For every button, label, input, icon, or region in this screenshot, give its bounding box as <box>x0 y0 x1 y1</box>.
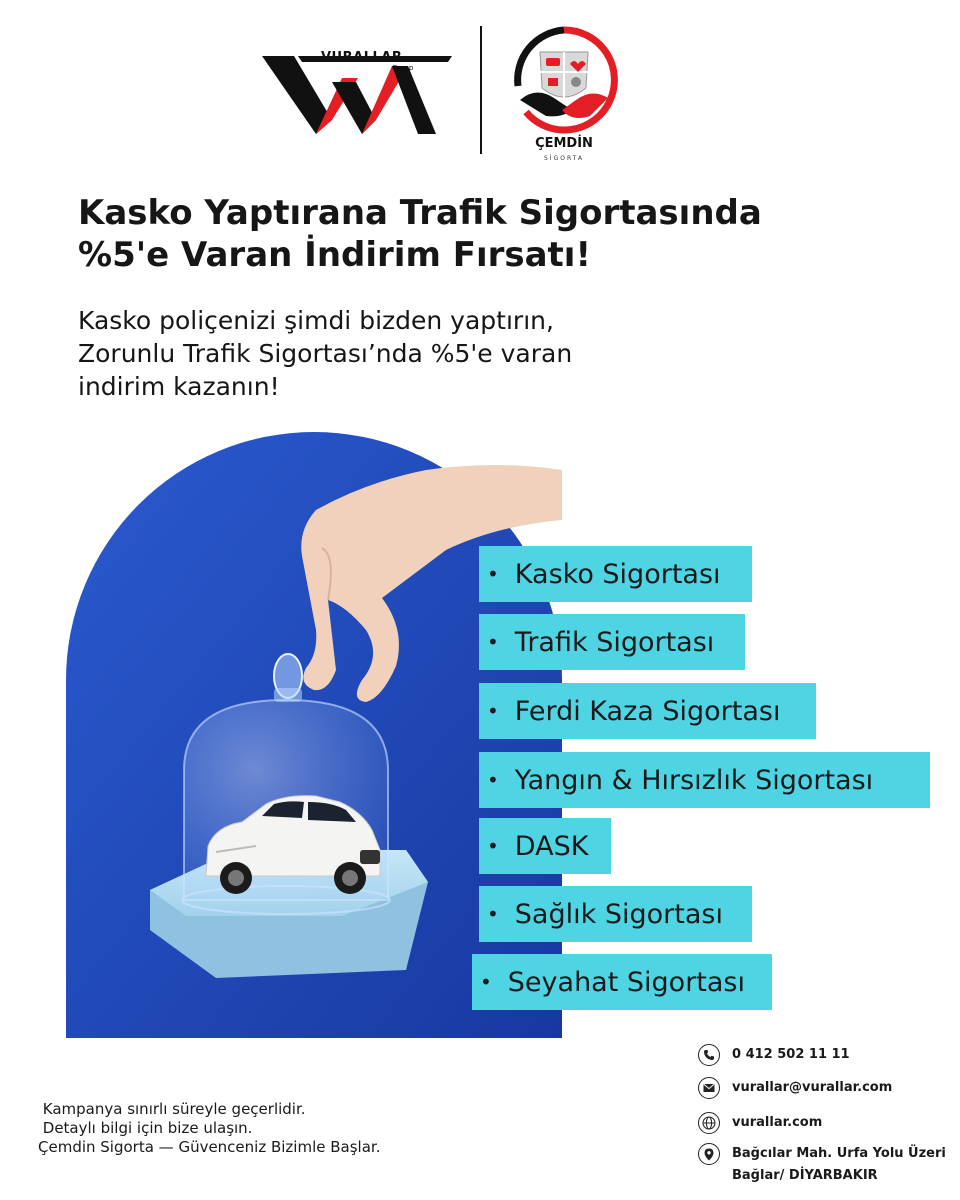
service-tag-seyahat <box>472 954 772 1010</box>
phone-icon <box>698 1044 720 1066</box>
logo-divider <box>480 26 482 154</box>
contact-email <box>698 1077 892 1099</box>
service-tag-trafik <box>479 614 745 670</box>
service-label: Sağlık Sigortası <box>514 898 723 930</box>
contact-website <box>698 1112 822 1134</box>
address-line-1: Bağcılar Mah. Urfa Yolu Üzeri <box>732 1146 946 1161</box>
email-icon <box>698 1077 720 1099</box>
service-tag-yangin-hirsizlik <box>479 752 930 808</box>
cemdin-brand-name: ÇEMDİN <box>535 136 593 151</box>
service-tag-saglik <box>479 886 752 942</box>
service-label: Yangın & Hırsızlık Sigortası <box>514 764 874 796</box>
bullet-icon: • <box>487 834 499 858</box>
bullet-icon: • <box>487 630 499 654</box>
cemdin-brand-subtitle: SİGORTA <box>544 155 584 162</box>
service-label: Kasko Sigortası <box>514 558 721 590</box>
bullet-icon: • <box>480 970 492 994</box>
phone-number[interactable]: 0 412 502 11 11 <box>732 1047 850 1062</box>
campaign-footnote <box>38 1100 458 1157</box>
email-address[interactable]: vurallar@vurallar.com <box>732 1080 893 1095</box>
service-label: DASK <box>514 830 589 862</box>
cemdin-logo <box>510 26 618 134</box>
service-tag-ferdi-kaza <box>479 683 816 739</box>
bullet-icon: • <box>487 562 499 586</box>
footnote-line: Çemdin Sigorta — Güvenceniz Bizimle Başlar. <box>38 1138 381 1156</box>
bullet-icon: • <box>487 902 499 926</box>
service-label: Seyahat Sigortası <box>507 966 745 998</box>
bullet-icon: • <box>487 699 499 723</box>
campaign-subtitle: Kasko poliçenizi şimdi bizden yaptırın, Zorunlu Trafik Sigortası’nda %5'e varan indirim kazanın! <box>78 306 573 401</box>
service-tag-kasko <box>479 546 752 602</box>
campaign-title: Kasko Yaptırana Trafik Sigortasında %5'e Varan İndirim Fırsatı! <box>78 193 762 275</box>
address-line-2: Bağlar/ DİYARBAKIR <box>732 1168 878 1183</box>
contact-phone <box>698 1044 850 1066</box>
vurallar-brand-name: VURALLAR <box>321 50 403 65</box>
service-tag-dask <box>479 818 611 874</box>
bullet-icon: • <box>487 768 499 792</box>
footnote-line: Detaylı bilgi için bize ulaşın. <box>38 1119 253 1137</box>
globe-icon <box>698 1112 720 1134</box>
contact-address <box>698 1143 946 1187</box>
website-url[interactable]: vurallar.com <box>732 1115 823 1130</box>
service-label: Trafik Sigortası <box>514 626 715 658</box>
footnote-line: Kampanya sınırlı süreyle geçerlidir. <box>38 1100 306 1118</box>
location-pin-icon <box>698 1143 720 1165</box>
vurallar-group-label: Group <box>392 64 414 72</box>
service-label: Ferdi Kaza Sigortası <box>514 695 781 727</box>
